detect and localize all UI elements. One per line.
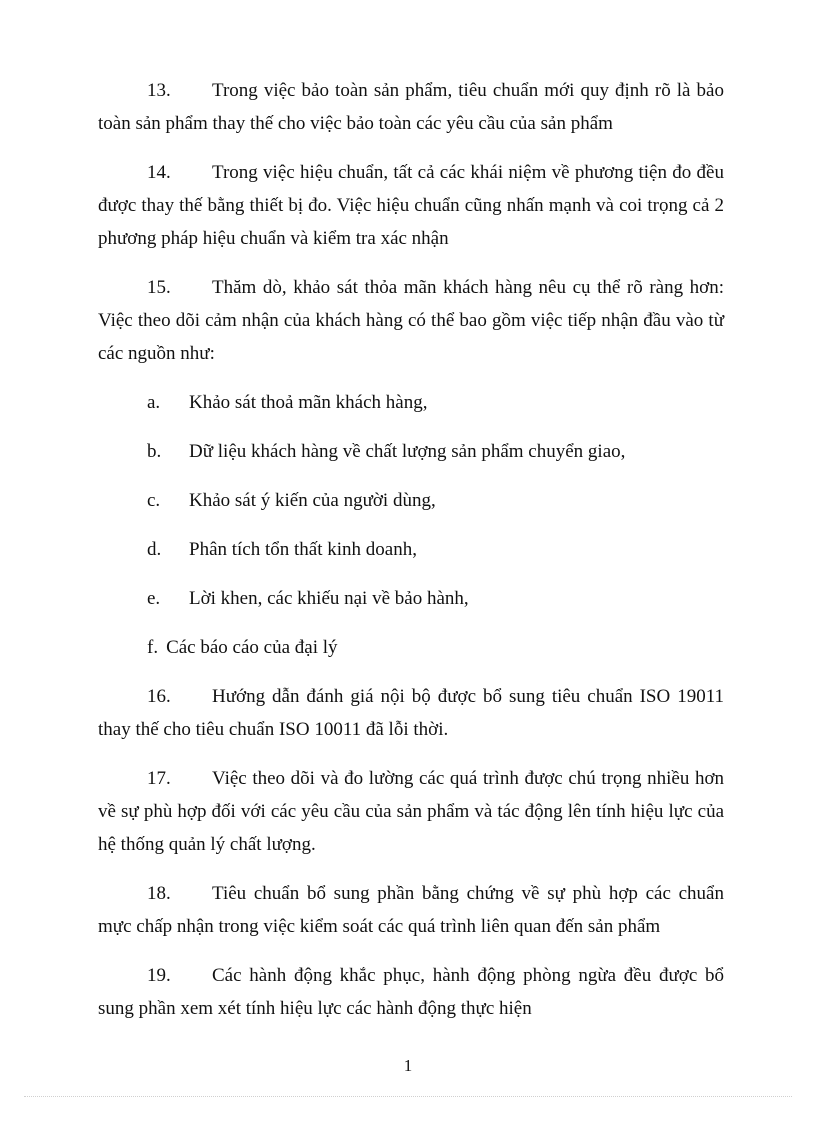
sub-item-text: Lời khen, các khiếu nại về bảo hành,	[189, 588, 469, 609]
sub-item-text: Dữ liệu khách hàng về chất lượng sản phẩm chuyển giao,	[189, 441, 626, 462]
numbered-item-19	[98, 959, 724, 1025]
numbered-item-17	[98, 762, 724, 861]
numbered-item-14	[98, 156, 724, 255]
sub-item-text: Khảo sát ý kiến của người dùng,	[189, 490, 436, 511]
item-number: 16.	[147, 686, 171, 707]
sub-item-b	[98, 435, 724, 468]
sub-item-f	[98, 631, 724, 664]
sub-item-letter: d.	[147, 539, 162, 560]
page-bottom-divider	[24, 1096, 792, 1097]
sub-item-text: Khảo sát thoả mãn khách hàng,	[189, 392, 428, 413]
item-number: 18.	[147, 883, 171, 904]
sub-item-c	[98, 484, 724, 517]
item-number: 13.	[147, 80, 171, 101]
sub-item-letter: e.	[147, 588, 161, 609]
numbered-item-15	[98, 271, 724, 370]
sub-item-d	[98, 533, 724, 566]
item-number: 15.	[147, 277, 171, 298]
sub-item-e	[98, 582, 724, 615]
item-text: Tiêu chuẩn bổ sung phần bằng chứng về sự phù hợp các chuẩn mực chấp nhận trong việc kiểm soát các quá trình liên quan đến sản phẩm	[98, 883, 724, 937]
item-number: 19.	[147, 965, 171, 986]
item-text: Trong việc hiệu chuẩn, tất cả các khái niệm về phương tiện đo đều được thay thế bằng thiết bị đo. Việc hiệu chuẩn cũng nhấn mạnh và coi trọng cả 2 phương pháp hiệu chuẩn và kiểm tra xác nhận	[98, 162, 724, 249]
sub-item-letter: b.	[147, 441, 162, 462]
numbered-item-16	[98, 680, 724, 746]
item-number: 17.	[147, 768, 171, 789]
document-body	[98, 74, 724, 1041]
sub-item-letter: a.	[147, 392, 161, 413]
sub-item-text: Phân tích tổn thất kinh doanh,	[189, 539, 417, 560]
item-text: Trong việc bảo toàn sản phẩm, tiêu chuẩn mới quy định rõ là bảo toàn sản phẩm thay thế cho việc bảo toàn các yêu cầu của sản phẩm	[98, 80, 724, 134]
numbered-item-13	[98, 74, 724, 140]
sub-item-text: Các báo cáo của đại lý	[166, 637, 338, 658]
page-number: 1	[403, 1056, 413, 1075]
sub-item-a	[98, 386, 724, 419]
item-text: Hướng dẫn đánh giá nội bộ được bổ sung tiêu chuẩn ISO 19011 thay thế cho tiêu chuẩn ISO 10011 đã lỗi thời.	[98, 686, 724, 740]
sub-item-letter: f.	[147, 637, 159, 658]
sub-item-letter: c.	[147, 490, 161, 511]
item-text: Việc theo dõi và đo lường các quá trình được chú trọng nhiều hơn về sự phù hợp đối với các yêu cầu của sản phẩm và tác động lên tính hiệu lực của hệ thống quản lý chất lượng.	[98, 768, 724, 855]
numbered-item-18	[98, 877, 724, 943]
item-text: Các hành động khắc phục, hành động phòng ngừa đều được bổ sung phần xem xét tính hiệu lực các hành động thực hiện	[98, 965, 724, 1019]
item-text: Thăm dò, khảo sát thỏa mãn khách hàng nêu cụ thể rõ ràng hơn: Việc theo dõi cảm nhận của khách hàng có thể bao gồm việc tiếp nhận đầu vào từ các nguồn như:	[98, 277, 724, 364]
item-number: 14.	[147, 162, 171, 183]
